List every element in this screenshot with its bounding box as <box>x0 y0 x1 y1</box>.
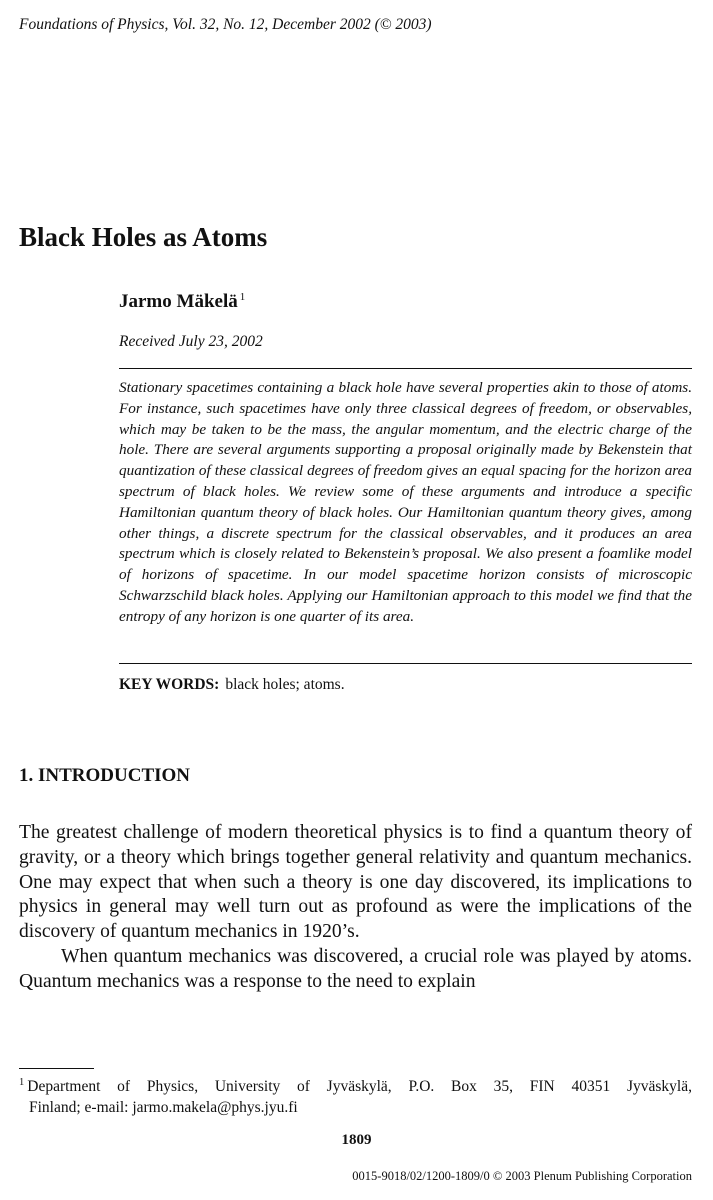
footnote <box>19 1076 692 1118</box>
abstract-top-rule <box>119 368 692 369</box>
received-date: Received July 23, 2002 <box>119 333 263 350</box>
footnote-line <box>19 1076 692 1097</box>
body-paragraph: The greatest challenge of modern theoretical physics is to find a quantum theory of gravity, or a theory which brings together general relativity and quantum mechanics. One may expect that when such a theory is one day discovered, its implications to physics in general may well turn out as profound as were the implications of the discovery of quantum mechanics in 1920’s. <box>19 822 692 943</box>
keywords <box>119 676 345 694</box>
author-name: Jarmo Mäkelä <box>119 291 238 312</box>
body-paragraph: When quantum mechanics was discovered, a crucial role was played by atoms. Quantum mechanics was a response to the need to explain <box>19 945 692 992</box>
footnote-text-1: Department of Physics, University of Jyväskylä, P.O. Box 35, FIN 40351 Jyväskylä, <box>27 1078 692 1095</box>
section-heading: 1. INTRODUCTION <box>19 765 191 786</box>
keywords-value: black holes; atoms. <box>225 676 345 693</box>
footnote-rule <box>19 1068 94 1069</box>
footnote-text-2: Finland; e-mail: jarmo.makela@phys.jyu.fi <box>29 1099 298 1116</box>
body-text <box>19 821 692 995</box>
page-number: 1809 <box>341 1132 372 1148</box>
author-footnote-mark: 1 <box>239 290 246 303</box>
author <box>119 291 245 313</box>
abstract-bottom-rule <box>119 663 692 664</box>
paper-title: Black Holes as Atoms <box>19 222 268 252</box>
journal-header: Foundations of Physics, Vol. 32, No. 12, December 2002 (© 2003) <box>19 16 432 33</box>
keywords-label: KEY WORDS: <box>119 676 220 693</box>
footnote-mark: 1 <box>19 1076 25 1088</box>
abstract: Stationary spacetimes containing a black hole have several properties akin to those of atoms. For instance, such spacetimes have only three classical degrees of freedom, or observables, which may be taken to be the mass, the angular momentum, and the electric charge of the hole. There are several arguments supporting a proposal originally made by Bekenstein that quantization of these classical degrees of freedom gives an equal spacing for the horizon area spectrum of black holes. We review some of these arguments and introduce a specific Hamiltonian quantum theory of black holes. Our Hamiltonian quantum theory gives, among other things, a discrete spectrum for the classical observables, and it produces an area spectrum which is closely related to Bekenstein’s proposal. We also present a foamlike model of horizons of spacetime. In our model spacetime horizon consists of microscopic Schwarzschild black holes. Applying our Hamiltonian approach to this model we find that the entropy of any horizon is one quarter of its area. <box>119 379 692 625</box>
copyright-line: 0015-9018/02/1200-1809/0 © 2003 Plenum Publishing Corporation <box>352 1169 692 1183</box>
